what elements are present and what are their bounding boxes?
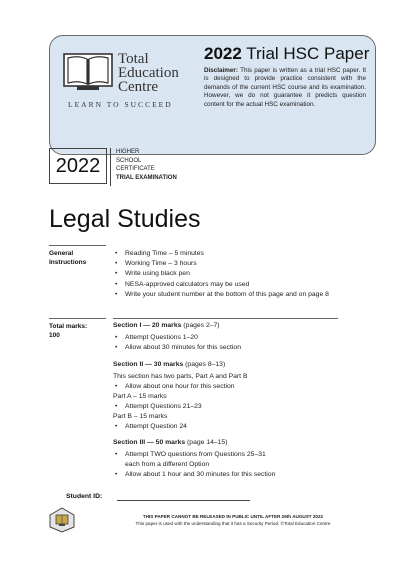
security-seal-icon [49,507,75,533]
trial-title-text: Trial HSC Paper [246,44,370,63]
student-id-label: Student ID: [66,493,103,500]
student-id-line[interactable] [117,500,250,501]
total-marks-label [49,322,87,340]
list-item: • Attempt Questions 1–20 [113,333,338,343]
exam-type-bold: TRIAL EXAMINATION [116,174,177,181]
part-b-list [113,422,338,432]
section-3-pages: (page 14–15) [185,439,228,446]
section-1-heading [113,322,220,329]
part-a-list [113,402,338,412]
divider [113,318,338,319]
item-line: each from a different Option [125,461,210,469]
list-item: • Write using black pen [113,269,338,279]
list-item: • Allow about 30 minutes for this section [113,343,338,353]
general-instructions-label [49,249,86,267]
exam-year-box: 2022 [49,148,107,184]
section-1-list [113,333,338,353]
exam-type [116,148,177,182]
footer-line-2: This paper is used with the understanding that it has a Security Period. ©Total Education Centre [135,521,331,526]
exam-type-line: CERTIFICATE [116,166,155,172]
item-line: Attempt TWO questions from Questions 25–31 [125,451,266,458]
section-2-list [113,382,338,392]
section-2-heading [113,361,225,368]
section-2-pages: (pages 8–13) [183,361,226,368]
list-item: • Reading Time – 5 minutes [113,249,338,259]
trial-year: 2022 [204,44,242,63]
divider [49,318,106,319]
list-item: • Attempt Question 24 [113,422,338,432]
part-a-label: Part A – 15 marks [113,393,167,400]
footer-notice [78,513,388,527]
disclaimer-text: This paper is written as a trial HSC paper. It is designed to provide practice consistent with the demands of the current HSC course and its examination. However, we do not guarantee it predicts question content for the actual HSC examination. [204,67,366,108]
section-2-bold: Section II — 30 marks [113,361,184,368]
logo-line: Education [118,65,179,81]
tec-logo [62,52,192,114]
label-line: General [49,250,74,257]
list-item: • Attempt Questions 21–23 [113,402,338,412]
logo-tagline: LEARN TO SUCCEED [68,100,173,109]
total-marks-text: Total marks: [49,323,88,330]
list-item: • Allow about one hour for this section [113,382,338,392]
part-b-label: Part B – 15 marks [113,413,168,420]
disclaimer [204,67,366,109]
label-line: Instructions [49,259,87,266]
list-item: • Write your student number at the bottom of this page and on page 8 [113,290,338,300]
book-icon [62,52,114,92]
divider [49,245,106,246]
list-item: • Allow about 1 hour and 30 minutes for this section [113,470,353,480]
section-3-bold: Section III — 50 marks [113,439,186,446]
section-1-pages: (pages 2–7) [181,322,220,329]
list-item [113,450,353,470]
trial-paper-title [204,44,374,64]
exam-type-line: HIGHER [116,149,140,155]
logo-line: Centre [118,79,158,95]
section-3-heading [113,439,227,446]
year-divider [110,148,111,186]
subject-title: Legal Studies [49,205,201,233]
list-item: • NESA-approved calculators may be used [113,280,338,290]
logo-line: Total [118,51,149,67]
total-marks-value: 100 [49,332,60,339]
exam-type-line: SCHOOL [116,157,142,164]
list-item: • Working Time – 3 hours [113,259,338,269]
section-1-bold: Section I — 20 marks [113,322,182,329]
logo-wordmark [118,52,198,94]
footer-line-1: THIS PAPER CANNOT BE RELEASED IN PUBLIC UNTIL AFTER 26th AUGUST 2022 [142,514,324,519]
general-instructions-list [113,249,338,300]
section-3-list [113,450,353,481]
section-2-intro: This section has two parts, Part A and Part B [113,373,248,380]
disclaimer-label: Disclaimer: [204,67,238,74]
